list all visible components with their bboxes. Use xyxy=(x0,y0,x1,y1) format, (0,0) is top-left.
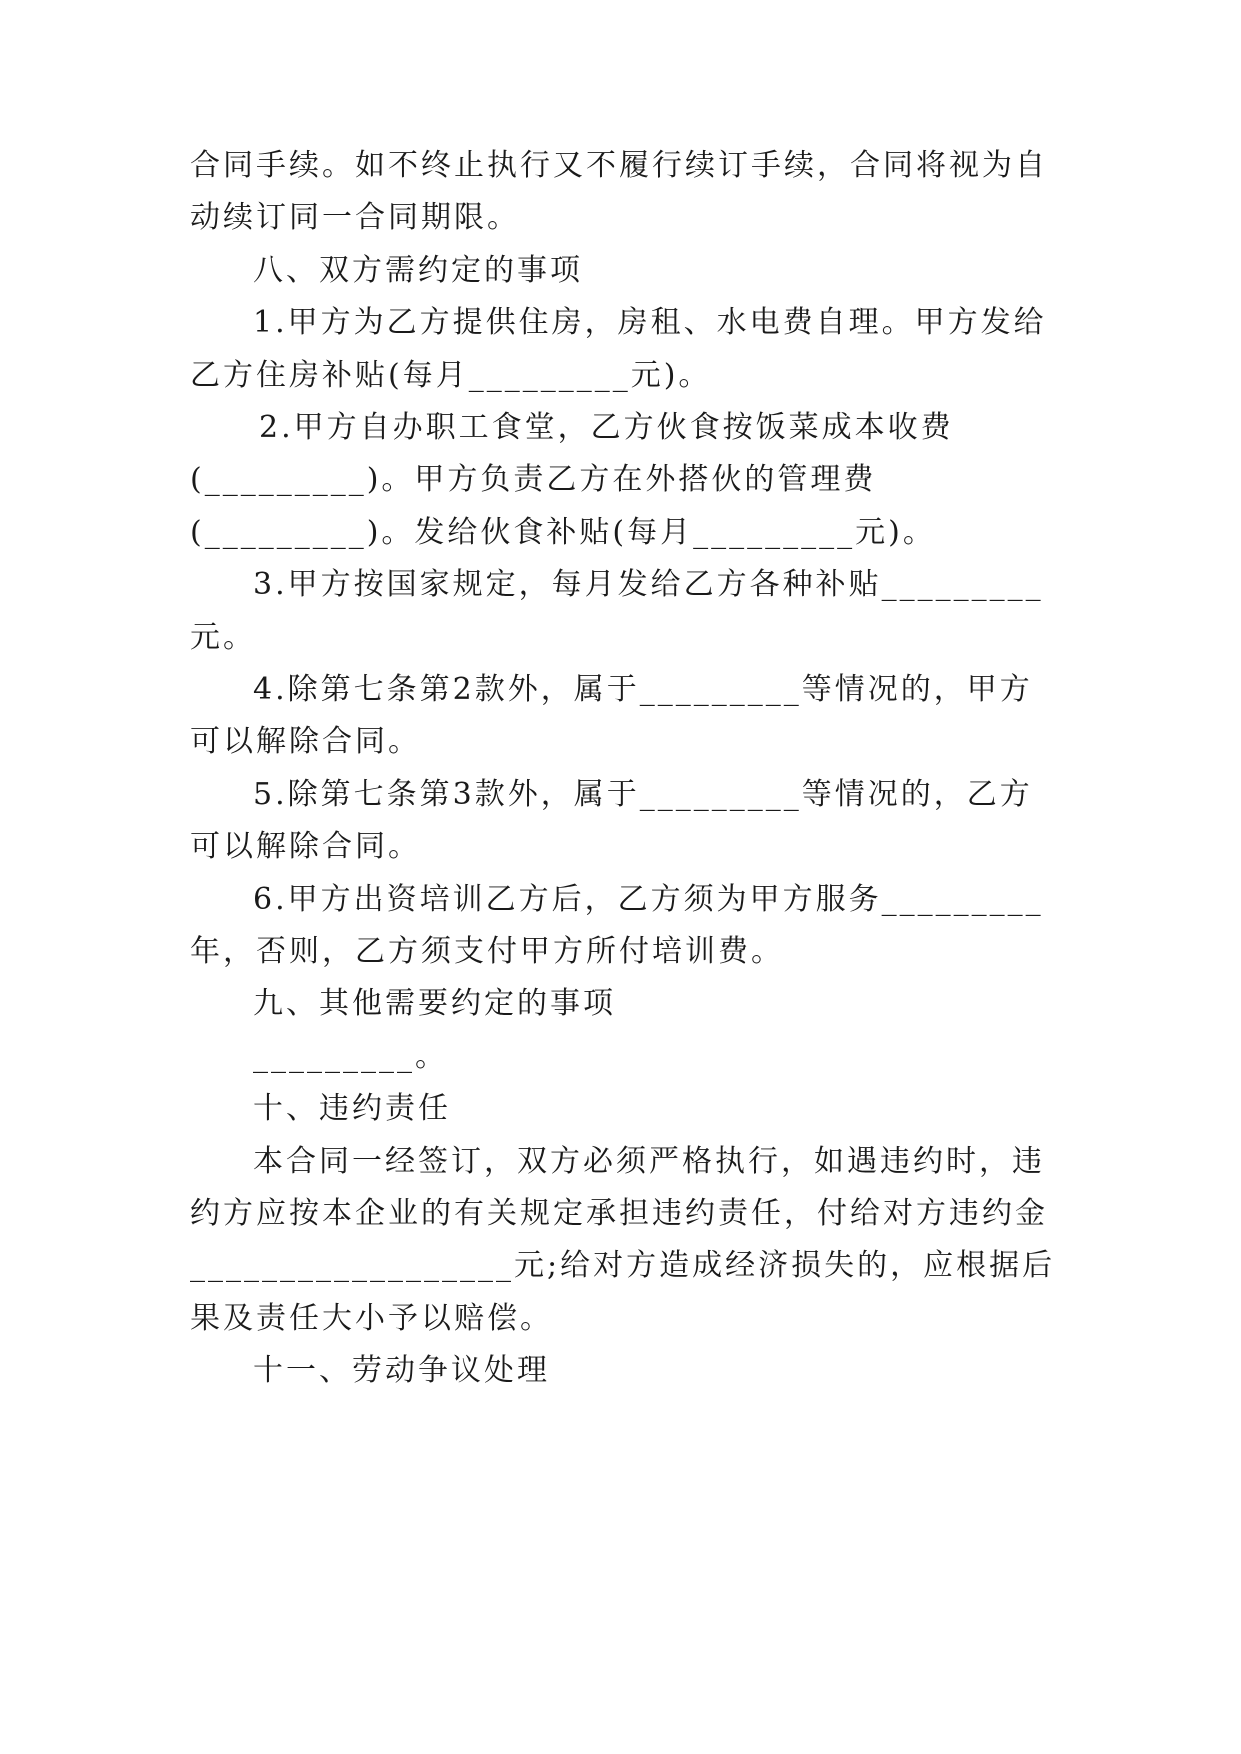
text-line: 果及责任大小予以赔偿。 xyxy=(190,1301,553,1336)
text-line: 动续订同一合同期限。 xyxy=(190,200,520,235)
text-line: (_________)。甲方负责乙方在外搭伙的管理费 xyxy=(190,462,877,497)
section-heading: 十、违约责任 xyxy=(253,1091,451,1126)
text-line: __________________元;给对方造成经济损失的，应根据后 xyxy=(190,1248,1056,1283)
text-line: 3.甲方按国家规定，每月发给乙方各种补贴_________ xyxy=(253,567,1044,602)
text-line: 乙方住房补贴(每月_________元)。 xyxy=(190,358,712,393)
fill-blank-line: _________。 xyxy=(253,1039,448,1074)
text-line: 4.除第七条第2款外，属于_________等情况的，甲方 xyxy=(253,672,1033,707)
text-line: 约方应按本企业的有关规定承担违约责任，付给对方违约金 xyxy=(190,1196,1048,1231)
section-heading: 九、其他需要约定的事项 xyxy=(253,986,616,1021)
text-line: (_________)。发给伙食补贴(每月_________元)。 xyxy=(190,515,936,550)
text-line: 本合同一经签订，双方必须严格执行，如遇违约时，违 xyxy=(253,1144,1045,1179)
text-line: 年，否则，乙方须支付甲方所付培训费。 xyxy=(190,934,784,969)
text-line: 5.除第七条第3款外，属于_________等情况的，乙方 xyxy=(253,777,1033,812)
text-line: 2.甲方自办职工食堂，乙方伙食按饭菜成本收费 xyxy=(259,410,954,445)
text-line: 元。 xyxy=(190,620,256,655)
section-heading: 八、双方需约定的事项 xyxy=(253,253,583,288)
text-line: 合同手续。如不终止执行又不履行续订手续，合同将视为自 xyxy=(190,148,1048,183)
section-heading: 十一、劳动争议处理 xyxy=(253,1353,550,1388)
text-line: 1.甲方为乙方提供住房，房租、水电费自理。甲方发给 xyxy=(253,305,1047,340)
text-line: 可以解除合同。 xyxy=(190,829,421,864)
text-line: 6.甲方出资培训乙方后，乙方须为甲方服务_________ xyxy=(253,882,1044,917)
text-line: 可以解除合同。 xyxy=(190,724,421,759)
